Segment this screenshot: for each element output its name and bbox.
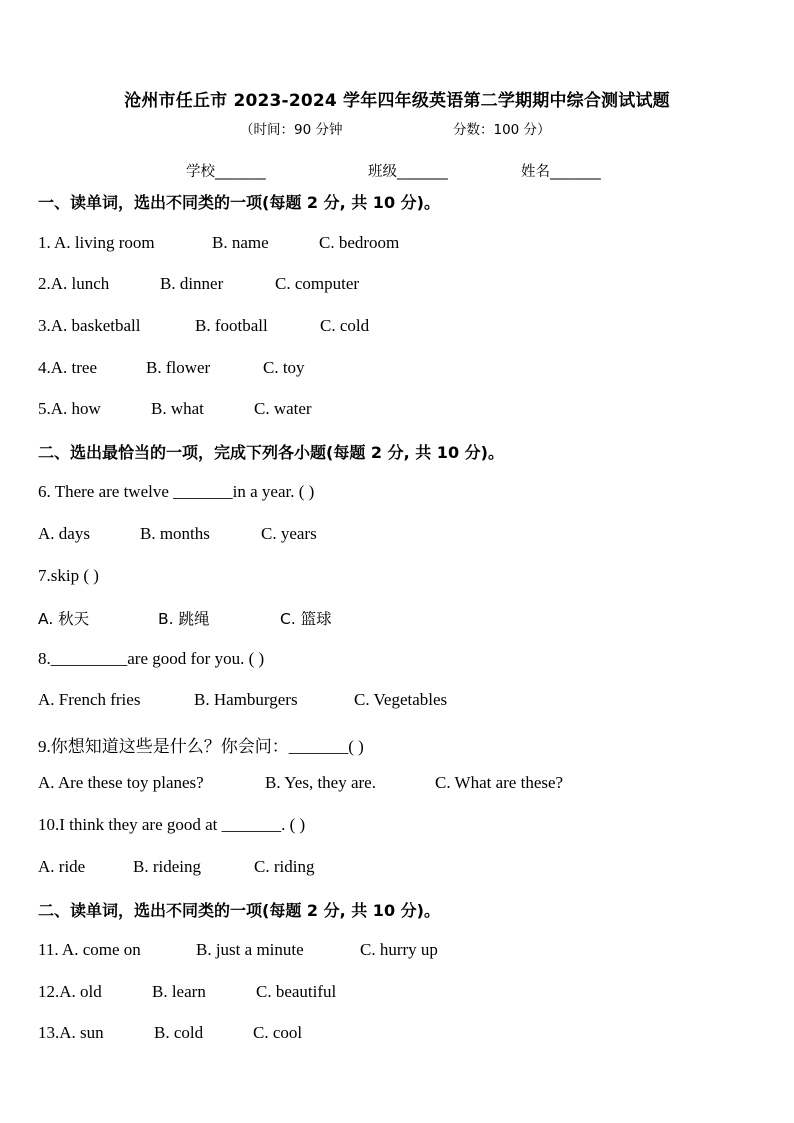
question-7-stem: 7.skip ( ) xyxy=(38,566,99,585)
option-b: B. rideing xyxy=(133,857,201,876)
option-c: C. water xyxy=(254,399,312,418)
option-a: 1. A. living room xyxy=(38,233,155,252)
question-row xyxy=(38,358,778,380)
question-options xyxy=(38,857,778,879)
option-b: B. just a minute xyxy=(196,940,304,959)
question-stem xyxy=(38,815,778,837)
question-row xyxy=(38,982,778,1004)
question-options xyxy=(38,690,778,712)
option-c: C. Vegetables xyxy=(354,690,448,709)
option-c: C. bedroom xyxy=(319,233,400,252)
question-8-stem: 8._________are good for you. ( ) xyxy=(38,649,265,668)
question-row xyxy=(38,399,778,421)
question-stem xyxy=(38,732,778,754)
question-10-stem: 10.I think they are good at _______. ( ) xyxy=(38,815,306,834)
option-c: C. beautiful xyxy=(256,982,337,1001)
option-c: C. hurry up xyxy=(360,940,438,959)
option-b: B. learn xyxy=(152,982,206,1001)
exam-title: 沧州市任丘市 2023-2024 学年四年级英语第二学期期中综合测试试题 xyxy=(124,91,670,111)
option-b: B. 跳绳 xyxy=(158,610,210,628)
option-a: 5.A. how xyxy=(38,399,101,418)
question-stem xyxy=(38,649,778,671)
section-3-heading: 二、读单词，选出不同类的一项(每题 2 分, 共 10 分)。 xyxy=(38,901,440,920)
class-field: 班级_______ xyxy=(368,164,448,180)
option-b: B. name xyxy=(212,233,269,252)
exam-time: （时间：90 分钟 xyxy=(240,122,343,138)
option-b: B. what xyxy=(151,399,204,418)
question-stem xyxy=(38,482,778,504)
question-options xyxy=(38,773,778,795)
question-row xyxy=(38,316,778,338)
name-field: 姓名_______ xyxy=(521,164,601,180)
option-a: 4.A. tree xyxy=(38,358,98,377)
option-a: 2.A. lunch xyxy=(38,274,110,293)
option-a: A. 秋天 xyxy=(38,610,90,628)
option-b: B. flower xyxy=(146,358,211,377)
option-a: A. days xyxy=(38,524,90,543)
option-a: A. Are these toy planes? xyxy=(38,773,204,792)
question-options xyxy=(38,524,778,546)
question-stem xyxy=(38,566,778,588)
option-a: A. ride xyxy=(38,857,86,876)
option-a: A. French fries xyxy=(38,690,141,709)
option-b: B. months xyxy=(140,524,210,543)
question-row xyxy=(38,940,778,962)
section-1-heading: 一、读单词，选出不同类的一项(每题 2 分, 共 10 分)。 xyxy=(38,193,440,212)
exam-score: 分数：100 分） xyxy=(453,122,551,138)
section-2-heading: 二、选出最恰当的一项，完成下列各小题(每题 2 分, 共 10 分)。 xyxy=(38,443,504,462)
option-a: 3.A. basketball xyxy=(38,316,141,335)
question-6-stem: 6. There are twelve _______in a year. ( ) xyxy=(38,482,315,501)
option-c: C. cool xyxy=(253,1023,303,1042)
option-b: B. Yes, they are. xyxy=(265,773,376,792)
option-c: C. riding xyxy=(254,857,315,876)
option-c: C. toy xyxy=(263,358,305,377)
option-b: B. cold xyxy=(154,1023,204,1042)
option-b: B. Hamburgers xyxy=(194,690,298,709)
question-9-stem: 9.你想知道这些是什么？你会问：_______( ) xyxy=(38,737,364,756)
question-row xyxy=(38,274,778,296)
option-c: C. cold xyxy=(320,316,370,335)
option-a: 11. A. come on xyxy=(38,940,141,959)
question-options xyxy=(38,607,778,629)
option-c: C. 篮球 xyxy=(280,610,332,628)
question-row xyxy=(38,233,778,255)
option-a: 12.A. old xyxy=(38,982,102,1001)
option-b: B. dinner xyxy=(160,274,224,293)
option-c: C. years xyxy=(261,524,317,543)
option-a: 13.A. sun xyxy=(38,1023,104,1042)
question-row xyxy=(38,1023,778,1045)
option-b: B. football xyxy=(195,316,268,335)
option-c: C. What are these? xyxy=(435,773,564,792)
school-field: 学校_______ xyxy=(186,164,266,180)
option-c: C. computer xyxy=(275,274,360,293)
